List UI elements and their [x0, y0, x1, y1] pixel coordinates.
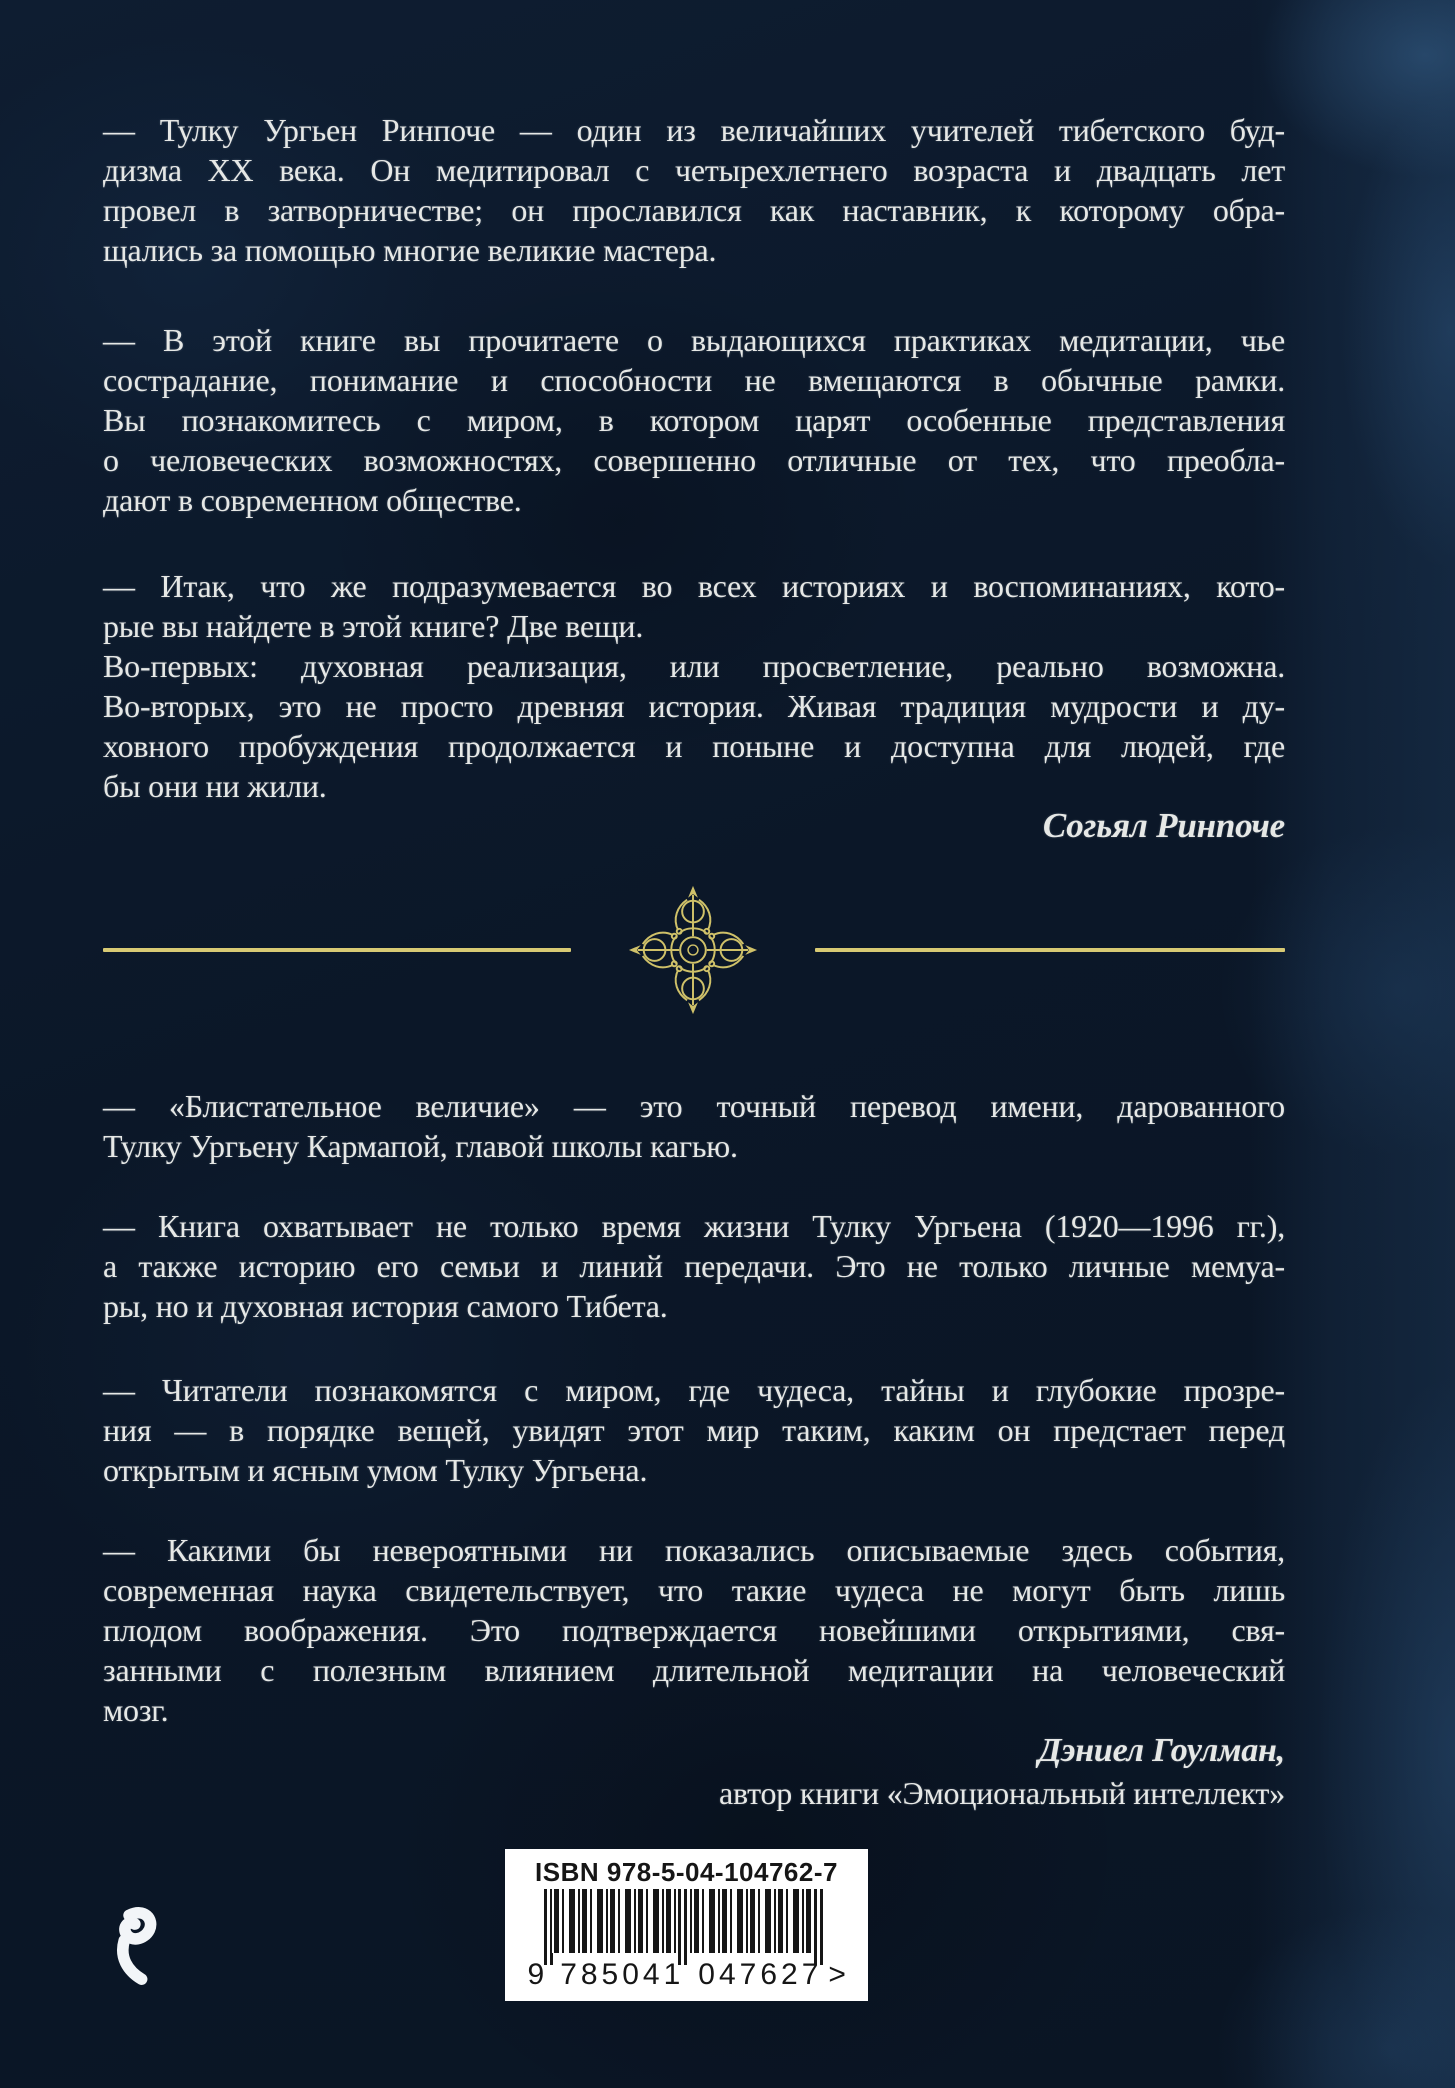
text-line: дизма XX века. Он медитировал с четырехлетнего возраста и двадцать лет [103, 152, 1285, 188]
cover-text-column [103, 0, 1285, 1814]
text-line: рые вы найдете в этой книге? Две вещи. [103, 608, 644, 644]
quote-author-goleman: Дэниел Гоулман, [1038, 1732, 1285, 1769]
text-line: ховного пробуждения продолжается и поныне и доступна для людей, где [103, 728, 1285, 764]
barcode-guard-middle [678, 1889, 687, 1965]
text-line: Вы познакомитесь с миром, в котором царят особенные представления [103, 402, 1285, 438]
text-line: — Какими бы невероятными ни показались описываемые здесь события, [103, 1532, 1285, 1568]
text-line: ния — в порядке вещей, увидят этот мир таким, каким он предстает перед [103, 1412, 1285, 1448]
quote-paragraph-1 [103, 110, 1285, 270]
isbn-barcode-block [505, 1849, 868, 2001]
quote-author-goleman-role: автор книги «Эмоциональный интеллект» [719, 1775, 1285, 1811]
text-line: плодом воображения. Это подтверждается новейшими открытиями, свя- [103, 1612, 1285, 1648]
divider-line-right [815, 948, 1285, 952]
quote-paragraph-5 [103, 1206, 1285, 1326]
text-line: — В этой книге вы прочитаете о выдающихся практиках медитации, чье [103, 322, 1285, 358]
text-line: щались за помощью многие великие мастера. [103, 232, 717, 268]
text-line: — Книга охватывает не только время жизни Тулку Ургьена (1920—1996 гг.), [103, 1208, 1285, 1244]
text-line: — Итак, что же подразумевается во всех историях и воспоминаниях, кото- [103, 568, 1285, 604]
text-line: бы они ни жили. [103, 768, 327, 804]
text-line: дают в современном обществе. [103, 482, 522, 518]
ean13-barcode [528, 1889, 846, 1993]
text-line: мозг. [103, 1692, 169, 1728]
isbn-label: ISBN 978-5-04-104762-7 [535, 1857, 838, 1887]
barcode-digits [528, 1959, 846, 1991]
text-line: Во-вторых, это не просто древняя история. Живая традиция мудрости и ду- [103, 688, 1285, 724]
barcode-suffix: > [828, 1958, 846, 1991]
text-line: современная наука свидетельствует, что такие чудеса не могут быть лишь [103, 1572, 1285, 1608]
text-line: ры, но и духовная история самого Тибета. [103, 1288, 668, 1324]
text-line: открытым и ясным умом Тулку Ургьена. [103, 1452, 648, 1488]
text-line: — Тулку Ургьен Ринпоче — один из величайших учителей тибетского буд- [103, 112, 1285, 148]
quote-author-sogyal: Согьял Ринпоче [1042, 806, 1285, 845]
quote-paragraph-7 [103, 1530, 1285, 1730]
quote-author-goleman-block [103, 1730, 1285, 1814]
quote-paragraph-2 [103, 320, 1285, 520]
text-line: а также историю его семьи и линий передачи. Это не только личные мемуа- [103, 1248, 1285, 1284]
text-line: — Читатели познакомятся с миром, где чудеса, тайны и глубокие прозре- [103, 1372, 1285, 1408]
barcode-digit-lead: 9 [527, 1958, 549, 1991]
text-line: Тулку Ургьену Кармапой, главой школы кагью. [103, 1128, 738, 1164]
text-line: сострадание, понимание и способности не вмещаются в обычные рамки. [103, 362, 1285, 398]
barcode-digit-group2: 047627 [698, 1958, 823, 1991]
quote-paragraph-3 [103, 566, 1285, 806]
barcode-guard-right [814, 1889, 823, 1965]
text-line: занными с полезным влиянием длительной медитации на человеческий [103, 1652, 1285, 1688]
text-line: Во-первых: духовная реализация, или просветление, реально возможна. [103, 648, 1285, 684]
text-line: — «Блистательное величие» — это точный перевод имени, дарованного [103, 1088, 1285, 1124]
double-vajra-icon [624, 880, 762, 1020]
publisher-logo-eksmo-icon [102, 1906, 160, 2004]
barcode-digit-group1: 785041 [560, 1958, 685, 1991]
divider-line-left [103, 948, 571, 952]
text-line: о человеческих возможностях, совершенно отличные от тех, что преобла- [103, 442, 1285, 478]
quote-paragraph-4 [103, 1086, 1285, 1166]
quote-paragraph-6 [103, 1370, 1285, 1490]
section-divider [103, 880, 1285, 1020]
text-line: провел в затворничестве; он прославился как наставник, к которому обра- [103, 192, 1285, 228]
